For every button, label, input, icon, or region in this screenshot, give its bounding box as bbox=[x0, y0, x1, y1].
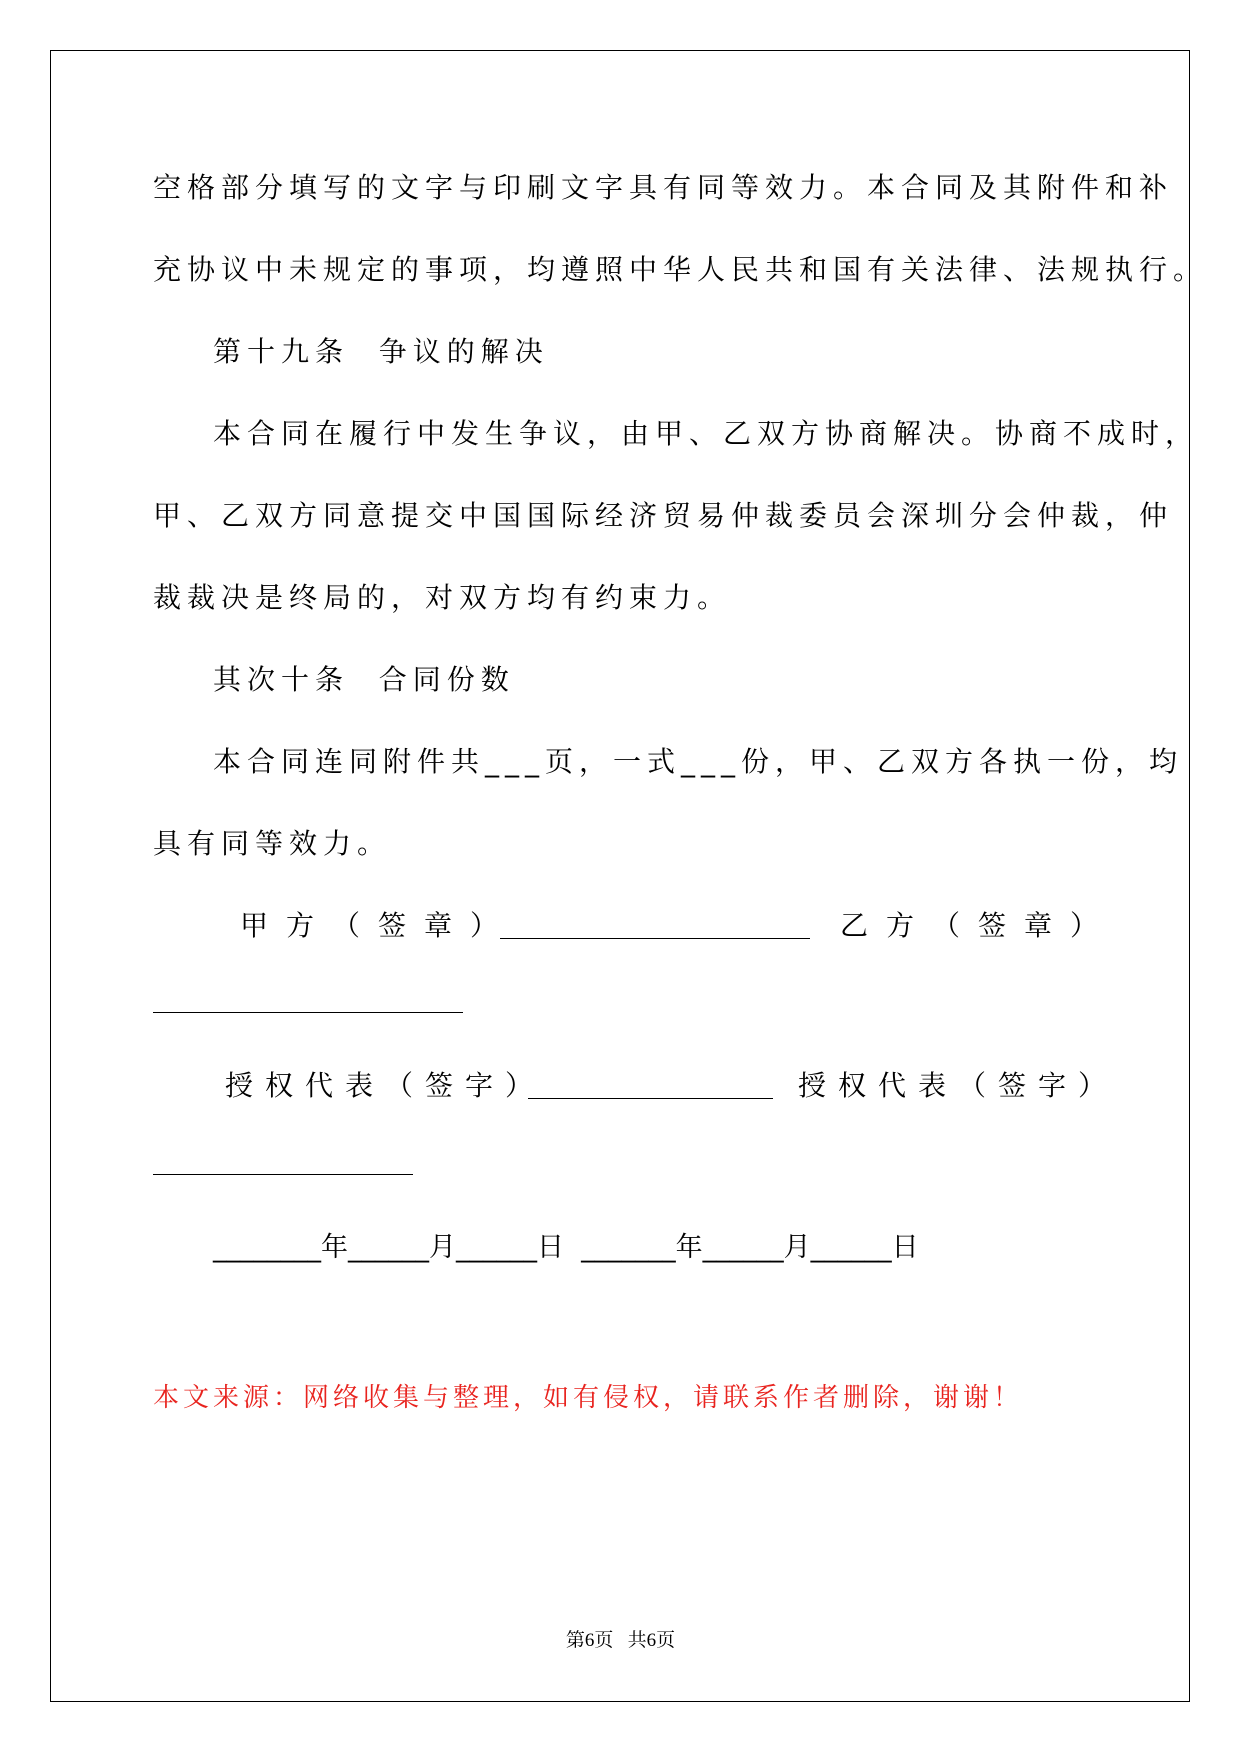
party-a-representative-label: 授权代表（签字） bbox=[225, 1069, 546, 1102]
party-b-seal-label: 乙方（签章） bbox=[840, 909, 1117, 942]
article-20-title: 其次十条 合同份数 bbox=[213, 663, 515, 696]
page-number-footer: 第6页 共6页 bbox=[565, 1630, 676, 1651]
date-line: ________年______月______日 _______年______月______日 bbox=[213, 1232, 919, 1263]
party-b-representative-label: 授权代表（签字） bbox=[798, 1069, 1119, 1102]
article-19-paragraph-line-3: 裁裁决是终局的，对双方均有约束力。 bbox=[153, 581, 732, 614]
article-20-paragraph-line-1: 本合同连同附件共___页，一式___份，甲、乙双方各执一份，均 bbox=[213, 745, 1184, 778]
body-line-1: 空格部分填写的文字与印刷文字具有同等效力。本合同及其附件和补 bbox=[153, 171, 1174, 204]
party-b-representative-blank[interactable] bbox=[153, 1174, 413, 1175]
party-b-seal-blank[interactable] bbox=[153, 1012, 463, 1013]
party-a-seal-label: 甲方（签章） bbox=[240, 909, 517, 942]
page-border bbox=[50, 50, 1190, 1702]
party-a-seal-blank[interactable] bbox=[500, 938, 810, 939]
article-19-paragraph-line-1: 本合同在履行中发生争议，由甲、乙双方协商解决。协商不成时， bbox=[213, 417, 1200, 450]
article-19-title: 第十九条 争议的解决 bbox=[213, 335, 549, 368]
party-a-representative-blank[interactable] bbox=[528, 1098, 773, 1099]
body-line-2: 充协议中未规定的事项，均遵照中华人民共和国有关法律、法规执行。 bbox=[153, 253, 1208, 286]
article-19-paragraph-line-2: 甲、乙双方同意提交中国国际经济贸易仲裁委员会深圳分会仲裁，仲 bbox=[153, 499, 1174, 532]
source-notice: 本文来源：网络收集与整理，如有侵权，请联系作者删除，谢谢！ bbox=[153, 1383, 1024, 1413]
article-20-paragraph-line-2: 具有同等效力。 bbox=[153, 827, 392, 860]
